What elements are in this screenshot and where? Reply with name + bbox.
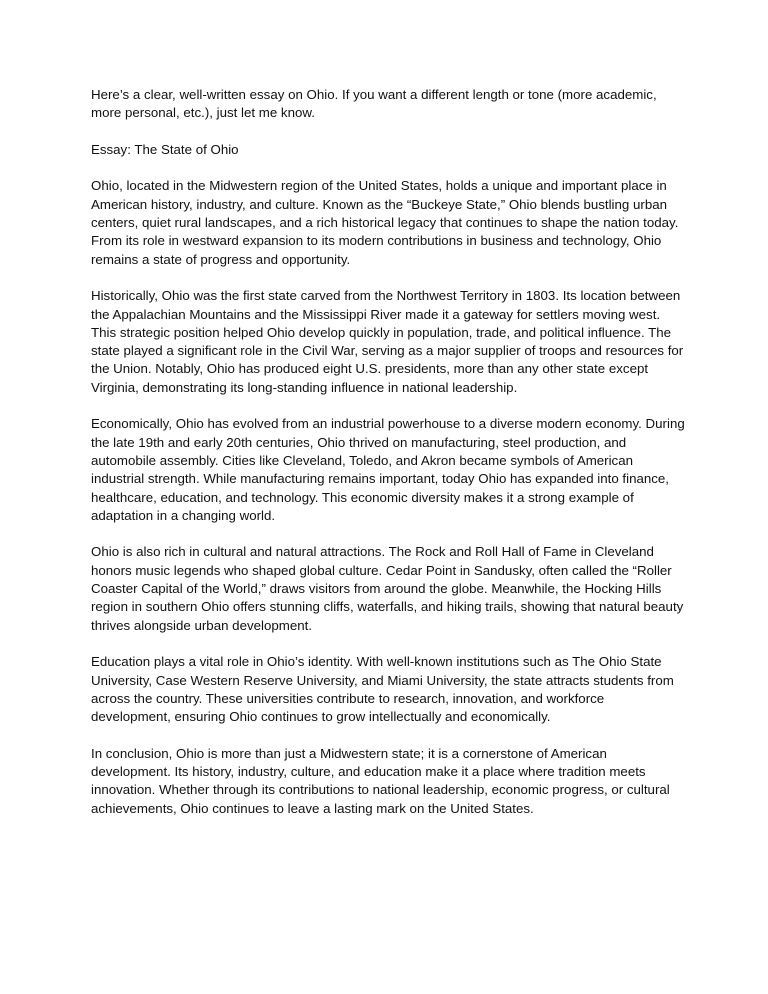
- paragraph-conclusion: In conclusion, Ohio is more than just a Midwestern state; it is a cornerstone of American development. Its history, industry, culture, and education make it a place where tradition meets innovation. Whether through its contributions to national leadership, economic progress, or cultural achievements, Ohio continues to leave a lasting mark on the United States.: [91, 745, 670, 816]
- paragraph-education: Education plays a vital role in Ohio’s identity. With well-known institutions such as The Ohio State University, Case Western Reserve University, and Miami University, the state attracts students from across the country. These universities contribute to research, innovation, and workforce development, ensuring Ohio continues to grow intellectually and economically.: [91, 654, 674, 725]
- document-body: [91, 86, 687, 836]
- intro-paragraph: Here’s a clear, well-written essay on Ohio. If you want a different length or tone (more academic, more personal, etc.), just let me know.: [91, 87, 657, 121]
- paragraph-culture: Ohio is also rich in cultural and natural attractions. The Rock and Roll Hall of Fame in Cleveland honors music legends who shaped global culture. Cedar Point in Sandusky, often called the “Roller Coaster Capital of the World,” draws visitors from around the globe. Meanwhile, the Hocking Hills region in southern Ohio offers stunning cliffs, waterfalls, and hiking trails, showing that natural beauty thrives alongside urban development.: [91, 544, 684, 633]
- essay-title: Essay: The State of Ohio: [91, 141, 239, 157]
- paragraph-history: Historically, Ohio was the first state carved from the Northwest Territory in 1803. Its location between the Appalachian Mountains and the Mississippi River made it a gateway for settlers moving west. This strategic position helped Ohio develop quickly in population, trade, and political influence. The state played a significant role in the Civil War, serving as a major supplier of troops and resources for the Union. Notably, Ohio has produced eight U.S. presidents, more than any other state except Virginia, demonstrating its long-standing influence in national leadership.: [91, 288, 684, 395]
- paragraph-economy: Economically, Ohio has evolved from an industrial powerhouse to a diverse modern economy. During the late 19th and early 20th centuries, Ohio thrived on manufacturing, steel production, and automobile assembly. Cities like Cleveland, Toledo, and Akron became symbols of American industrial strength. While manufacturing remains important, today Ohio has expanded into finance, healthcare, education, and technology. This economic diversity makes it a strong example of adaptation in a changing world.: [91, 416, 685, 523]
- paragraph-introduction: Ohio, located in the Midwestern region of the United States, holds a unique and important place in American history, industry, and culture. Known as the “Buckeye State,” Ohio blends bustling urban centers, quiet rural landscapes, and a rich historical legacy that continues to shape the nation today. From its role in westward expansion to its modern contributions in business and technology, Ohio remains a state of progress and opportunity.: [91, 178, 679, 267]
